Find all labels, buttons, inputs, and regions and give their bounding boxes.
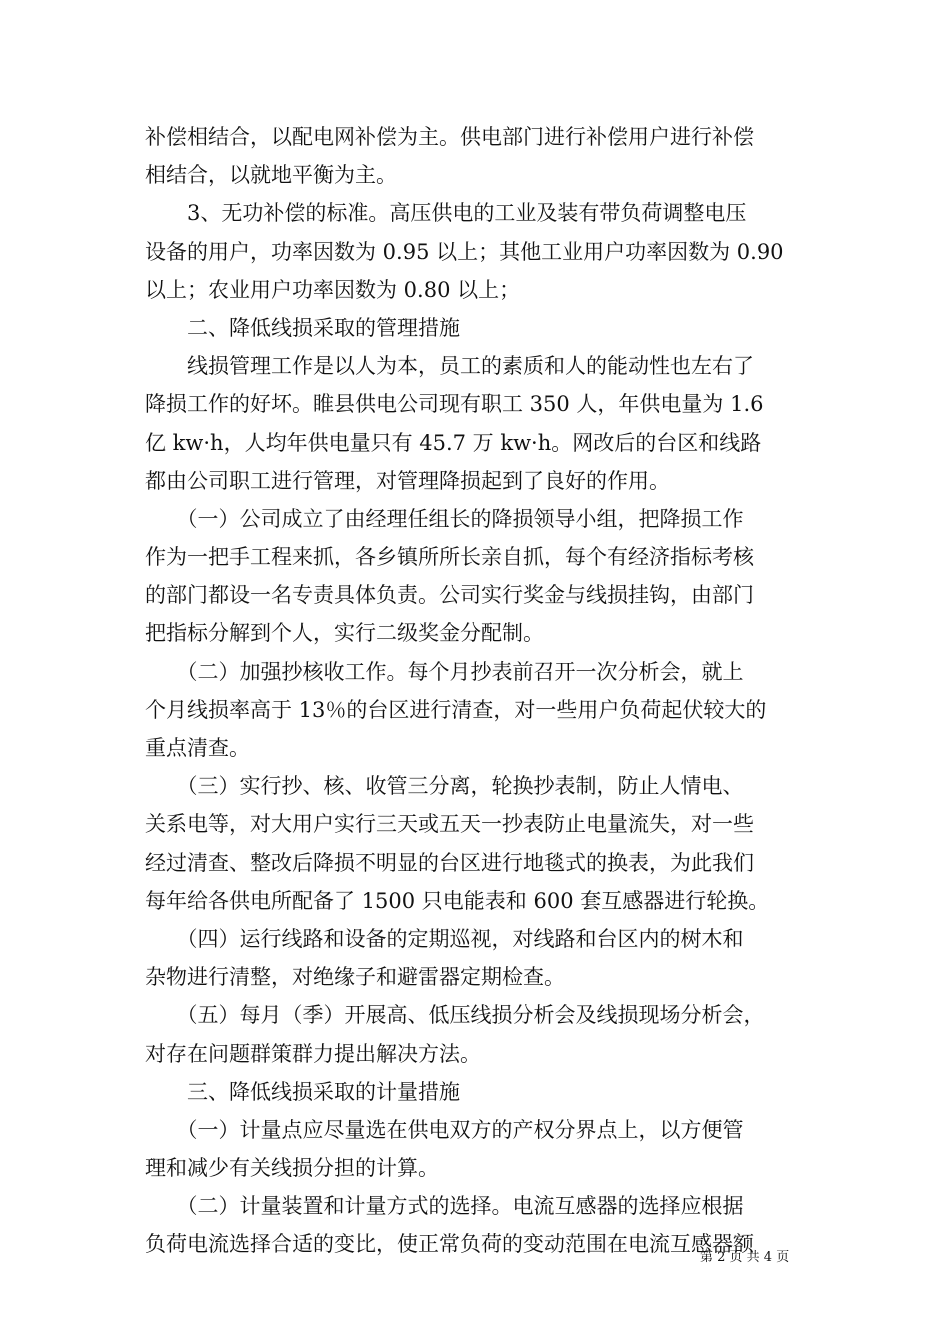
text-line: 3、无功补偿的标准。高压供电的工业及装有带负荷调整电压: [145, 201, 747, 226]
text-line: 的部门都设一名专责具体负责。公司实行奖金与线损挂钩，由部门: [145, 583, 754, 608]
text-line: （一）计量点应尽量选在供电双方的产权分界点上，以方便管: [145, 1117, 744, 1142]
text-line: （二）加强抄核收工作。每个月抄表前召开一次分析会，就上: [145, 659, 744, 684]
text-line: 理和减少有关线损分担的计算。: [145, 1156, 439, 1181]
section-heading: 二、降低线损采取的管理措施: [145, 315, 460, 340]
text-line: 以上；农业用户功率因数为 0.80 以上；: [145, 277, 521, 302]
text-line: 重点清查。: [145, 736, 250, 760]
text-line: 亿 kw·h，人均年供电量只有 45.7 万 kw·h。网改后的台区和线路: [145, 430, 762, 455]
text-line: 对存在问题群策群力提出解决方法。: [145, 1041, 481, 1066]
text-line: （四）运行线路和设备的定期巡视，对线路和台区内的树木和: [145, 926, 744, 951]
text-line: 负荷电流选择合适的变比，使正常负荷的变动范围在电流互感器额: [145, 1232, 754, 1257]
text-line: 相结合，以就地平衡为主。: [145, 163, 397, 188]
section-heading: 三、降低线损采取的计量措施: [145, 1079, 460, 1104]
text-line: 线损管理工作是以人为本，员工的素质和人的能动性也左右了: [145, 354, 754, 379]
document-body: [145, 118, 813, 1264]
page-number: 第 2 页 共 4 页: [700, 1250, 790, 1265]
text-line: 每年给各供电所配备了 1500 只电能表和 600 套互感器进行轮换。: [145, 888, 770, 913]
text-line: （三）实行抄、核、收管三分离，轮换抄表制，防止人情电、: [145, 774, 744, 799]
text-line: （一）公司成立了由经理任组长的降损领导小组，把降损工作: [145, 506, 744, 531]
text-line: 降损工作的好坏。睢县供电公司现有职工 350 人，年供电量为 1.6: [145, 392, 764, 417]
text-line: （五）每月（季）开展高、低压线损分析会及线损现场分析会，: [145, 1003, 765, 1028]
text-line: 作为一把手工程来抓，各乡镇所所长亲自抓，每个有经济指标考核: [145, 545, 754, 570]
text-line: 关系电等，对大用户实行三天或五天一抄表防止电量流失，对一些: [145, 812, 754, 837]
text-line: 都由公司职工进行管理，对管理降损起到了良好的作用。: [145, 468, 670, 493]
text-line: 个月线损率高于 13％的台区进行清查，对一些用户负荷起伏较大的: [145, 697, 767, 722]
text-line: 杂物进行清整，对绝缘子和避雷器定期检查。: [145, 965, 565, 990]
text-line: （二）计量装置和计量方式的选择。电流互感器的选择应根据: [145, 1194, 744, 1219]
text-line: 经过清查、整改后降损不明显的台区进行地毯式的换表，为此我们: [145, 850, 754, 875]
text-line: 把指标分解到个人，实行二级奖金分配制。: [145, 621, 544, 646]
text-line: 补偿相结合，以配电网补偿为主。供电部门进行补偿用户进行补偿: [145, 125, 754, 149]
text-line: 设备的用户，功率因数为 0.95 以上；其他工业用户功率因数为 0.90: [145, 239, 784, 264]
